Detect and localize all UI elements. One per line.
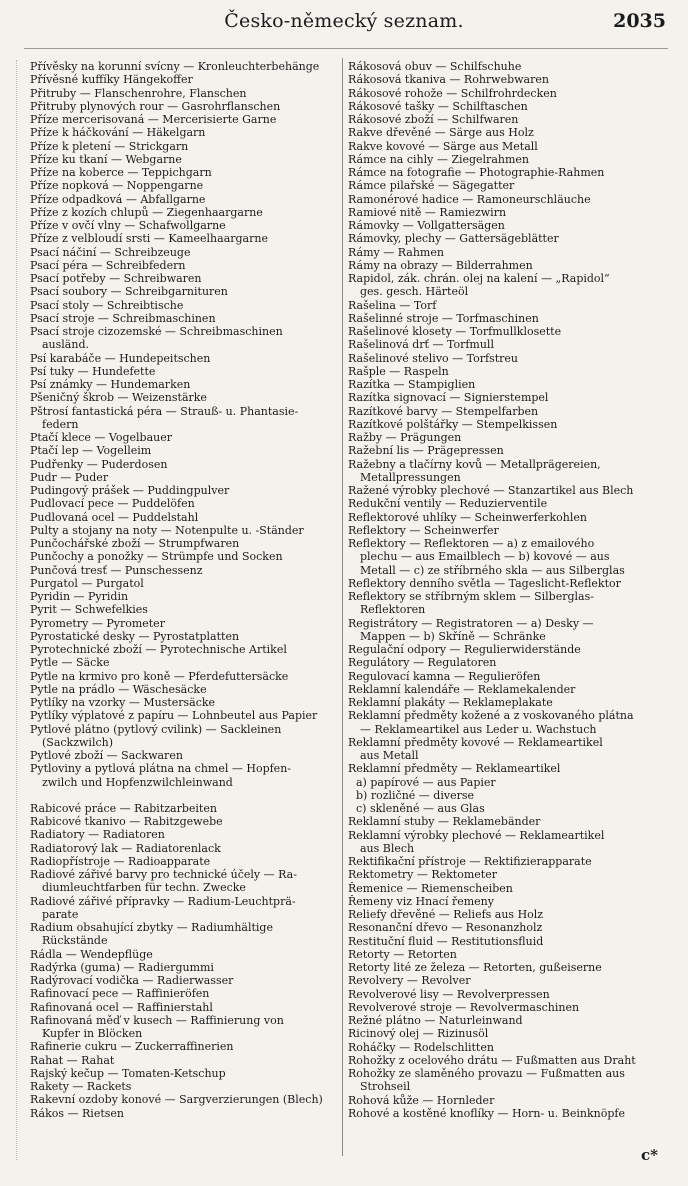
dictionary-entry: Rámce na cihly — Ziegelrahmen <box>348 152 529 166</box>
dictionary-entry: Radiopřístroje — Radioapparate <box>30 854 211 868</box>
entry-continuation: Metallpressungen <box>360 470 461 484</box>
dictionary-entry: Radiatory — Radiatoren <box>30 828 165 842</box>
dictionary-entry: Reliefy dřevěné — Reliefs aus Holz <box>348 908 544 921</box>
dictionary-entry: Redukční ventily — Reduzierventile <box>348 497 548 511</box>
dictionary-entry: Rákosové zboží — Schilfwaren <box>348 113 519 126</box>
dictionary-entry: Registrátory — Registratoren — a) Desky — <box>348 616 594 630</box>
dictionary-entry: Rajský kečup — Tomaten-Ketschup <box>30 1066 226 1080</box>
dictionary-entry: Radium obsahující zbytky — Radiumhältige <box>30 921 273 934</box>
dictionary-entry: Přívěsky na korunní svícny — Kronleuchterbehänge <box>30 60 320 73</box>
dictionary-entry: Rákosové tašky — Schilftaschen <box>348 99 528 113</box>
dictionary-entry: Příze odpadková — Abfallgarne <box>30 192 206 206</box>
dictionary-entry: Reflektory se stříbrným sklem — Silberglas- <box>348 590 594 603</box>
entry-continuation: ges. gesch. Härteöl <box>360 285 469 299</box>
dictionary-entry: Psí známky — Hundemarken <box>30 378 191 391</box>
dictionary-entry: Rakety — Rackets <box>30 1080 132 1093</box>
entry-continuation: Metall — c) ze stříbrného skla — aus Silberglas <box>360 563 625 577</box>
sub-entry: b) rozličné — diverse <box>356 788 474 802</box>
margin-edge <box>16 60 18 1160</box>
section-gap <box>30 789 338 802</box>
dictionary-entry: Pšeničný škrob — Weizenstärke <box>30 391 207 405</box>
dictionary-entry: Příze mercerisovaná — Mercerisierte Garne <box>30 113 277 126</box>
page-number: 2035 <box>613 10 666 32</box>
dictionary-entry: Rašelinová drť — Torfmull <box>348 338 494 352</box>
dictionary-entry: Pudlovaná ocel — Puddelstahl <box>30 510 199 524</box>
dictionary-entry: Rašelinné stroje — Torfmaschinen <box>348 311 539 325</box>
dictionary-entry: Příze ku tkaní — Webgarne <box>30 152 182 166</box>
dictionary-entry: Radiové zářivé přípravky — Radium-Leuchtprä- <box>30 894 296 908</box>
entry-continuation: federn <box>42 417 79 431</box>
dictionary-entry: Rašelinové klosety — Torfmullklosette <box>348 325 562 338</box>
dictionary-entry: Roháčky — Rodelschlitten <box>348 1040 494 1054</box>
entry-continuation: Strohseil <box>360 1080 411 1094</box>
entry-continuation: Mappen — b) Skříně — Schränke <box>360 629 546 643</box>
dictionary-entry: Přívěsné kuffíky Hängekoffer <box>30 73 193 87</box>
dictionary-entry: Reklamní předměty kovové — Reklameartikel <box>348 735 603 749</box>
dictionary-entry: Regulátory — Regulatoren <box>348 656 497 670</box>
dictionary-entry: Ptačí klece — Vogelbauer <box>30 431 172 444</box>
dictionary-entry: Rakve kovové — Särge aus Metall <box>348 139 538 153</box>
dictionary-entry: Příze v ovčí vlny — Schafwollgarne <box>30 219 226 232</box>
dictionary-entry: Punčochy a ponožky — Strümpfe und Socken <box>30 550 283 564</box>
dictionary-entry: Radýrovací vodička — Radierwasser <box>30 974 234 987</box>
dictionary-entry: Pštrosí fantastická péra — Strauß- u. Phantasie- <box>30 404 299 418</box>
entry-continuation: Rückstände <box>42 934 108 948</box>
dictionary-entry: Příze nopková — Noppengarne <box>30 179 204 193</box>
entry-continuation: — Reklameartikel aus Leder u. Wachstuch <box>360 722 597 736</box>
dictionary-entry: Rakve dřevěné — Särge aus Holz <box>348 126 534 140</box>
dictionary-entry: Příze z kozích chlupů — Ziegenhaargarne <box>30 205 263 219</box>
dictionary-entry: Ramonérové hadice — Ramoneurschläuche <box>348 192 591 206</box>
dictionary-entry: Pulty a stojany na noty — Notenpulte u. -Ständer <box>30 523 304 537</box>
dictionary-entry: Psací potřeby — Schreibwaren <box>30 272 202 285</box>
dictionary-entry: Razítka signovací — Signierstempel <box>348 391 549 405</box>
dictionary-entry: Razítkové polštářky — Stempelkissen <box>348 417 558 431</box>
dictionary-entry: Pudingový prášek — Puddingpulver <box>30 484 230 497</box>
entry-continuation: ausländ. <box>42 338 89 352</box>
sub-entry: a) papírové — aus Papier <box>356 775 496 789</box>
dictionary-entry: Rafinovaná ocel — Raffinierstahl <box>30 1000 213 1014</box>
entry-continuation: plechu — aus Emailblech — b) kovové — aus <box>360 550 610 564</box>
dictionary-entry: Psací stroje cizozemské — Schreibmaschinen <box>30 325 283 338</box>
entry-continuation: zwilch und Hopfenzwilchleinwand <box>42 775 233 789</box>
dictionary-entry: Retorty — Retorten <box>348 947 457 961</box>
dictionary-entry: Ramiové nitě — Ramiezwirn <box>348 205 507 219</box>
dictionary-entry: Rektometry — Rektometer <box>348 868 497 882</box>
dictionary-entry: Pytle na krmivo pro koně — Pferdefuttersäcke <box>30 669 289 683</box>
dictionary-entry: Pytlíky na vzorky — Mustersäcke <box>30 696 216 709</box>
dictionary-entry: Pytle — Säcke <box>30 656 110 670</box>
dictionary-entry: Psací soubory — Schreibgarnituren <box>30 285 228 299</box>
dictionary-entry: Rabicové tkanivo — Rabitzgewebe <box>30 815 223 828</box>
dictionary-entry: Reklamní plakáty — Reklameplakate <box>348 696 553 709</box>
dictionary-entry: Rafinerie cukru — Zuckerraffinerien <box>30 1040 234 1054</box>
dictionary-entry: Příze k pletení — Strickgarn <box>30 139 189 153</box>
dictionary-entry: Rakevní ozdoby konové — Sargverzierungen (Blech) <box>30 1093 323 1107</box>
dictionary-entry: Rohové a kostěné knoflíky — Horn- u. Beinknöpfe <box>348 1106 625 1120</box>
dictionary-entry: Přitruby plynových rour — Gasrohrflanschen <box>30 99 281 113</box>
dictionary-entry: Punčochářské zboží — Strumpfwaren <box>30 537 240 550</box>
dictionary-entry: Revolverové lisy — Revolverpressen <box>348 987 550 1001</box>
dictionary-entry: Rámovky, plechy — Gattersägeblätter <box>348 232 559 246</box>
dictionary-entry: Pyrit — Schwefelkies <box>30 603 148 617</box>
dictionary-entry: Reklamní kalendáře — Reklamekalender <box>348 682 576 696</box>
dictionary-entry: Pyrostatické desky — Pyrostatplatten <box>30 629 240 643</box>
dictionary-entry: Rafinovací pece — Raffinieröfen <box>30 987 210 1001</box>
dictionary-entry: Rámy — Rahmen <box>348 245 444 259</box>
dictionary-entry: Rámy na obrazy — Bilderrahmen <box>348 258 533 272</box>
dictionary-entry: Příze k háčkování — Häkelgarn <box>30 126 206 140</box>
dictionary-entry: Razítka — Stampiglien <box>348 378 476 391</box>
dictionary-entry: Rákosové rohože — Schilfrohrdecken <box>348 86 557 100</box>
dictionary-entry: Rádla — Wendepflüge <box>30 947 153 961</box>
dictionary-entry: Retorty lité ze železa — Retorten, gußeiserne <box>348 961 602 974</box>
entry-continuation: (Sackzwilch) <box>42 735 113 749</box>
dictionary-entry: Resonanční dřevo — Resonanzholz <box>348 921 543 935</box>
dictionary-entry: Pudřenky — Puderdosen <box>30 457 168 471</box>
dictionary-entry: Reklamní předměty kožené a z voskovaného plátna <box>348 709 634 723</box>
dictionary-entry: Příze z velbloudí srsti — Kameelhaargarne <box>30 232 268 246</box>
dictionary-entry: Psací stroje — Schreibmaschinen <box>30 311 216 325</box>
dictionary-entry: Reflektory — Reflektoren — a) z emailového <box>348 537 595 550</box>
dictionary-entry: Pytloviny a pytlová plátna na chmel — Hopfen- <box>30 762 291 776</box>
dictionary-entry: Ražby — Prägungen <box>348 431 462 444</box>
dictionary-entry: Příze na koberce — Teppichgarn <box>30 166 212 179</box>
dictionary-entry: Radiatorový lak — Radiatorenlack <box>30 841 221 855</box>
dictionary-entry: Rafinovaná měď v kusech — Raffinierung von <box>30 1013 284 1027</box>
dictionary-entry: Razítkové barvy — Stempelfarben <box>348 404 539 418</box>
dictionary-entry: Ražební lis — Prägepressen <box>348 444 504 458</box>
dictionary-entry: Ricinový olej — Rizinusöl <box>348 1027 489 1041</box>
right-column <box>348 60 670 1120</box>
dictionary-entry: Ražené výrobky plechové — Stanzartikel aus Blech <box>348 484 634 497</box>
dictionary-entry: Restituční fluid — Restitutionsfluid <box>348 934 544 948</box>
dictionary-entry: Ražebny a tlačírny kovů — Metallprägereien, <box>348 457 601 471</box>
dictionary-entry: Regulovací kamna — Regulieröfen <box>348 669 541 683</box>
dictionary-entry: Rákosová obuv — Schilfschuhe <box>348 60 522 73</box>
page-header <box>0 10 688 44</box>
dictionary-entry: Rabicové práce — Rabitzarbeiten <box>30 801 217 815</box>
dictionary-entry: Pyrometry — Pyrometer <box>30 616 165 630</box>
dictionary-entry: Reflektory — Scheinwerfer <box>348 523 499 537</box>
dictionary-entry: Pyridin — Pyridin <box>30 590 129 603</box>
dictionary-entry: Rámovky — Vollgattersägen <box>348 219 505 232</box>
dictionary-entry: Pytlíky výplatové z papíru — Lohnbeutel aus Papier <box>30 709 318 723</box>
dictionary-entry: Pyrotechnické zboží — Pyrotechnische Artikel <box>30 643 287 656</box>
dictionary-entry: Rákos — Rietsen <box>30 1106 124 1120</box>
dictionary-entry: Pudr — Puder <box>30 470 109 484</box>
dictionary-entry: Rámce pilařské — Sägegatter <box>348 179 515 193</box>
dictionary-entry: Punčová tresť — Punschessenz <box>30 563 203 577</box>
dictionary-entry: Radiové zářivé barvy pro technické účely — Ra- <box>30 868 297 881</box>
dictionary-entry: Psací náčiní — Schreibzeuge <box>30 245 191 259</box>
dictionary-entry: Rákosová tkaniva — Rohrwebwaren <box>348 73 549 87</box>
entry-continuation: diumleuchtfarben für techn. Zwecke <box>42 881 246 895</box>
dictionary-entry: Pytlové plátno (pytlový cvilink) — Sackleinen <box>30 722 282 736</box>
dictionary-entry: Revolverové stroje — Revolvermaschinen <box>348 1000 580 1014</box>
column-divider <box>342 58 343 1156</box>
entry-continuation: parate <box>42 907 79 921</box>
dictionary-entry: Rašple — Raspeln <box>348 364 449 378</box>
dictionary-entry: Reflektorové uhlíky — Scheinwerferkohlen <box>348 510 587 524</box>
dictionary-entry: Psí karabáče — Hundepeitschen <box>30 351 211 365</box>
entry-continuation: Kupfer in Blöcken <box>42 1027 143 1040</box>
dictionary-entry: Psí tuky — Hundefette <box>30 364 156 378</box>
signature-mark: c* <box>641 1146 658 1164</box>
dictionary-entry: Reklamní výrobky plechové — Reklameartikel <box>348 828 605 842</box>
entry-continuation: aus Metall <box>360 749 419 762</box>
dictionary-entry: Rohožky ze slaměného provazu — Fußmatten aus <box>348 1067 625 1080</box>
dictionary-entry: Pudlovací pece — Puddelöfen <box>30 497 195 511</box>
header-rule <box>24 48 668 49</box>
entry-continuation: aus Blech <box>360 841 415 855</box>
dictionary-entry: Psací péra — Schreibfedern <box>30 258 186 272</box>
dictionary-entry: Rektifikační přístroje — Rektifizierapparate <box>348 855 592 868</box>
dictionary-entry: Řemenice — Riemenscheiben <box>348 881 513 895</box>
dictionary-entry: Rohová kůže — Hornleder <box>348 1093 495 1107</box>
dictionary-entry: Řemeny viz Hnací řemeny <box>348 894 494 908</box>
dictionary-entry: Reflektory denního světla — Tageslicht-Reflektor <box>348 576 621 590</box>
dictionary-entry: Reklamní stuby — Reklamebänder <box>348 815 541 829</box>
dictionary-entry: Reklamní předměty — Reklameartikel <box>348 762 561 776</box>
dictionary-entry: Rohožky z ocelového drátu — Fußmatten aus Draht <box>348 1053 636 1067</box>
dictionary-entry: Rašelinové stelivo — Torfstreu <box>348 351 519 365</box>
dictionary-entry: Rašelina — Torf <box>348 298 437 312</box>
dictionary-entry: Pytlové zboží — Sackwaren <box>30 749 183 762</box>
dictionary-entry: Psací stoly — Schreibtische <box>30 298 184 312</box>
dictionary-entry: Pytle na prádlo — Wäschesäcke <box>30 682 207 696</box>
dictionary-entry: Ptačí lep — Vogelleim <box>30 444 152 458</box>
entry-continuation: Reflektoren <box>360 603 426 617</box>
dictionary-entry: Rahat — Rahat <box>30 1053 115 1067</box>
dictionary-entry: Radýrka (guma) — Radiergummi <box>30 960 214 974</box>
sub-entry: c) skleněné — aus Glas <box>356 802 485 815</box>
dictionary-entry: Režné plátno — Naturleinwand <box>348 1014 523 1027</box>
dictionary-entry: Rámce na fotografie — Photographie-Rahmen <box>348 166 605 179</box>
dictionary-entry: Regulační odpory — Regulierwiderstände <box>348 643 581 656</box>
dictionary-entry: Purgatol — Purgatol <box>30 576 144 590</box>
page-title: Česko-německý seznam. <box>224 10 464 32</box>
dictionary-entry: Revolvery — Revolver <box>348 974 471 988</box>
dictionary-entry: Rapidol, zák. chrán. olej na kalení — „Rapidol“ <box>348 272 610 285</box>
dictionary-entry: Přitruby — Flanschenrohre, Flanschen <box>30 86 247 100</box>
left-column <box>30 60 338 1120</box>
